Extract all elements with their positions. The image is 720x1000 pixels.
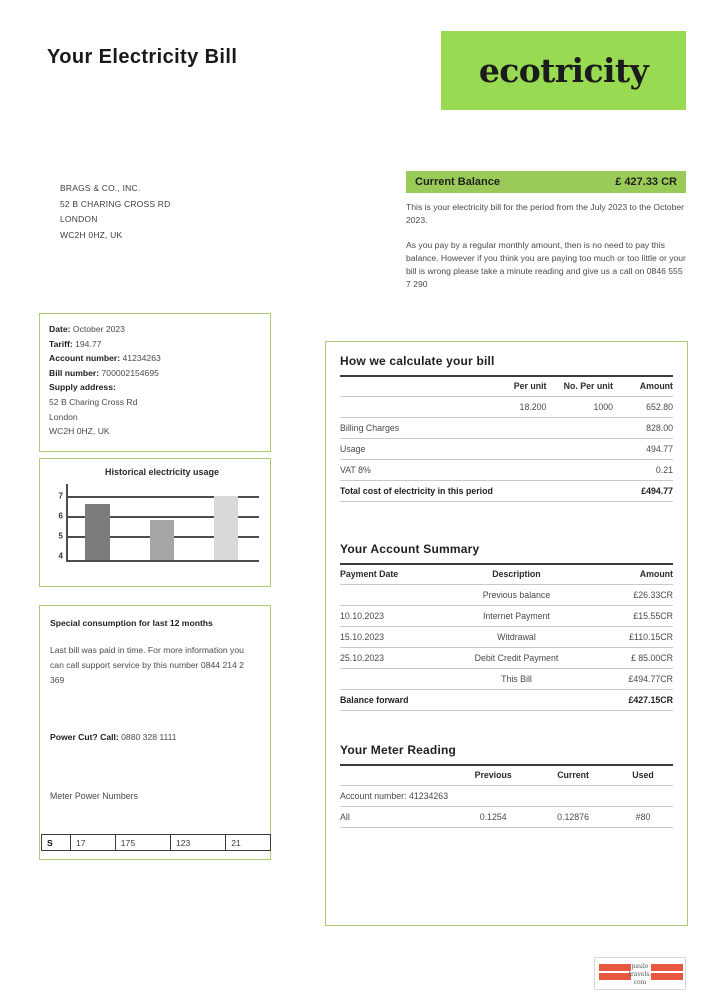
usage-bar-chart: [40, 484, 272, 572]
calc-cell-no-per-unit: [546, 460, 613, 481]
meter-number-cell: 17: [71, 835, 116, 851]
account-tariff-label: Tariff:: [49, 338, 73, 349]
account-tariff-row: [49, 337, 261, 352]
balance-forward-label: Balance forward: [340, 690, 586, 711]
account-summary-table: [340, 563, 673, 711]
ecotricity-logo: [441, 31, 686, 110]
table-row: [340, 418, 673, 439]
calc-total-amount: £494.77: [613, 481, 673, 502]
account-number-row: [49, 351, 261, 366]
calc-cell-per-unit: 18.200: [480, 397, 547, 418]
summary-cell-date: [340, 585, 447, 606]
current-balance-block: [406, 171, 686, 291]
summary-col-description: Description: [447, 564, 587, 585]
balance-forward-row: [340, 690, 673, 711]
customer-address-line: WC2H 0HZ, UK: [60, 229, 123, 240]
calc-cell-amount: 494.77: [613, 439, 673, 460]
calc-col-no-per-unit: No. Per unit: [546, 376, 613, 397]
table-row: [340, 460, 673, 481]
chart-bar: [214, 496, 238, 560]
chart-plot-area: [66, 484, 259, 562]
calc-col-per-unit: Per unit: [480, 376, 547, 397]
customer-address-line: BRAGS & CO., INC.: [60, 183, 141, 193]
summary-cell-date: [340, 669, 447, 690]
account-tariff-value: 194.77: [75, 338, 102, 349]
meter-numbers-label: Meter Power Numbers: [50, 791, 138, 801]
summary-cell-amount: £ 85.00CR: [586, 648, 673, 669]
account-summary-table-body: [340, 585, 673, 711]
calc-cell-no-per-unit: [546, 418, 613, 439]
table-row: [42, 835, 271, 851]
summary-cell-description: Witdrawal: [447, 627, 587, 648]
calc-cell-label: Usage: [340, 439, 480, 460]
meter-number-cell: 123: [170, 835, 225, 851]
chart-y-tick: 7: [58, 491, 63, 501]
meter-section-title: Your Meter Reading: [340, 743, 457, 757]
calc-cell-no-per-unit: [546, 439, 613, 460]
summary-cell-date: 10.10.2023: [340, 606, 447, 627]
supply-address-line: 52 B Charing Cross Rd: [49, 396, 138, 407]
table-header-row: [340, 564, 673, 585]
calc-cell-per-unit: [480, 418, 547, 439]
meter-cell-used: #80: [613, 807, 673, 828]
calc-cell-label: [340, 397, 480, 418]
summary-col-amount: Amount: [586, 564, 673, 585]
watermark-line-3: com: [633, 979, 647, 986]
account-number-value: 41234263: [122, 353, 161, 364]
meter-cell-label: All: [340, 807, 453, 828]
calc-cell-amount: 0.21: [613, 460, 673, 481]
table-header-row: [340, 376, 673, 397]
current-balance-note: [406, 201, 686, 291]
table-row: [340, 606, 673, 627]
meter-numbers-table: [41, 834, 271, 851]
watermark-line-2: travels.: [628, 971, 652, 978]
account-details-panel: [39, 313, 271, 452]
current-balance-label: Current Balance: [415, 176, 500, 188]
calc-cell-label: Billing Charges: [340, 418, 480, 439]
chart-y-tick: 5: [58, 531, 63, 541]
calc-col-blank: [340, 376, 480, 397]
bill-detail-box: [325, 341, 688, 926]
customer-address-line: LONDON: [60, 214, 98, 224]
calc-cell-no-per-unit: 1000: [546, 397, 613, 418]
info-heading: Special consumption for last 12 months: [50, 618, 213, 628]
summary-cell-amount: £15.55CR: [586, 606, 673, 627]
page-title: Your Electricity Bill: [47, 46, 238, 68]
calculate-table: [340, 375, 673, 502]
power-cut-row: [50, 730, 260, 745]
summary-cell-amount: £110.15CR: [586, 627, 673, 648]
account-date-label: Date:: [49, 324, 71, 334]
calc-cell-label: VAT 8%: [340, 460, 480, 481]
calc-cell-amount: 652.80: [613, 397, 673, 418]
logo-text: ecotricity: [478, 51, 649, 90]
calc-cell-amount: 828.00: [613, 418, 673, 439]
chart-x-axis-line: [66, 560, 259, 562]
account-number-label: Account number:: [49, 353, 121, 364]
calc-cell-per-unit: [480, 460, 547, 481]
meter-cell-current: 0.12876: [533, 807, 613, 828]
calc-cell-per-unit: [480, 439, 547, 460]
table-row: [340, 627, 673, 648]
watermark-line-1: paulo: [631, 963, 649, 970]
meter-number-code: S: [42, 835, 71, 851]
calc-total-label: Total cost of electricity in this period: [340, 481, 613, 502]
chart-y-tick: 6: [58, 511, 63, 521]
historical-usage-panel: [39, 458, 271, 587]
chart-y-tick: 4: [58, 551, 63, 561]
meter-reading-table: [340, 764, 673, 828]
calc-total-row: [340, 481, 673, 502]
meter-col-used: Used: [613, 765, 673, 786]
summary-col-date: Payment Date: [340, 564, 447, 585]
info-body: Last bill was paid in time. For more information you can call support service by this number 0844 214 2 369: [50, 645, 244, 685]
meter-cell-previous: 0.1254: [453, 807, 533, 828]
footer-watermark: [594, 957, 686, 990]
supply-address-line: London: [49, 411, 78, 422]
table-row: [340, 648, 673, 669]
meter-col-current: Current: [533, 765, 613, 786]
meter-col-blank: [340, 765, 453, 786]
summary-cell-description: Previous balance: [447, 585, 587, 606]
supply-address-line: WC2H 0HZ, UK: [49, 426, 110, 437]
balance-paragraph-1: This is your electricity bill for the period from the July 2023 to the October 2023.: [406, 202, 684, 225]
chart-bar: [85, 504, 109, 560]
summary-section-title: Your Account Summary: [340, 542, 480, 556]
calculate-table-body: [340, 397, 673, 502]
chart-bar: [150, 520, 174, 560]
bill-number-value: 700002154695: [101, 367, 159, 378]
summary-cell-description: Debit Credit Payment: [447, 648, 587, 669]
summary-cell-amount: £26.33CR: [586, 585, 673, 606]
table-row: [340, 585, 673, 606]
bill-number-row: [49, 366, 261, 381]
current-balance-bar: [406, 171, 686, 193]
account-date-value: October 2023: [72, 324, 125, 334]
power-cut-label: Power Cut? Call:: [50, 732, 119, 742]
bill-number-label: Bill number:: [49, 367, 100, 378]
table-row: [340, 397, 673, 418]
balance-paragraph-2: As you pay by a regular monthly amount, then is no need to pay this balance. However if you think you are paying too much or too little or your bill is wrong please take a minute reading and give us a call on 0846 555 7 290: [406, 240, 686, 289]
balance-forward-amount: £427.15CR: [586, 690, 673, 711]
summary-cell-amount: £494.77CR: [586, 669, 673, 690]
meter-number-cell: 21: [226, 835, 271, 851]
customer-address: [60, 181, 170, 243]
meter-col-previous: Previous: [453, 765, 533, 786]
power-cut-number: 0880 328 1111: [121, 732, 177, 742]
table-row: [340, 807, 673, 828]
supply-address-row: [49, 380, 261, 395]
calc-col-amount: Amount: [613, 376, 673, 397]
summary-cell-date: 25.10.2023: [340, 648, 447, 669]
table-row: [340, 669, 673, 690]
account-date-row: [49, 322, 261, 337]
customer-address-line: 52 B CHARING CROSS RD: [60, 198, 171, 209]
supply-address-label: Supply address:: [49, 382, 116, 393]
meter-number-cell: 175: [115, 835, 170, 851]
meter-account-number: Account number: 41234263: [340, 786, 673, 807]
summary-cell-description: Internet Payment: [447, 606, 587, 627]
chart-title: Historical electricity usage: [104, 467, 220, 477]
summary-cell-description: This Bill: [447, 669, 587, 690]
current-balance-amount: £ 427.33 CR: [615, 176, 677, 188]
meter-reading-table-body: [340, 786, 673, 828]
chart-y-axis-ticks: [47, 484, 63, 572]
calculate-section-title: How we calculate your bill: [340, 354, 495, 368]
meter-account-row: [340, 786, 673, 807]
table-row: [340, 439, 673, 460]
summary-cell-date: 15.10.2023: [340, 627, 447, 648]
table-header-row: [340, 765, 673, 786]
consumption-info-panel: [39, 605, 271, 860]
